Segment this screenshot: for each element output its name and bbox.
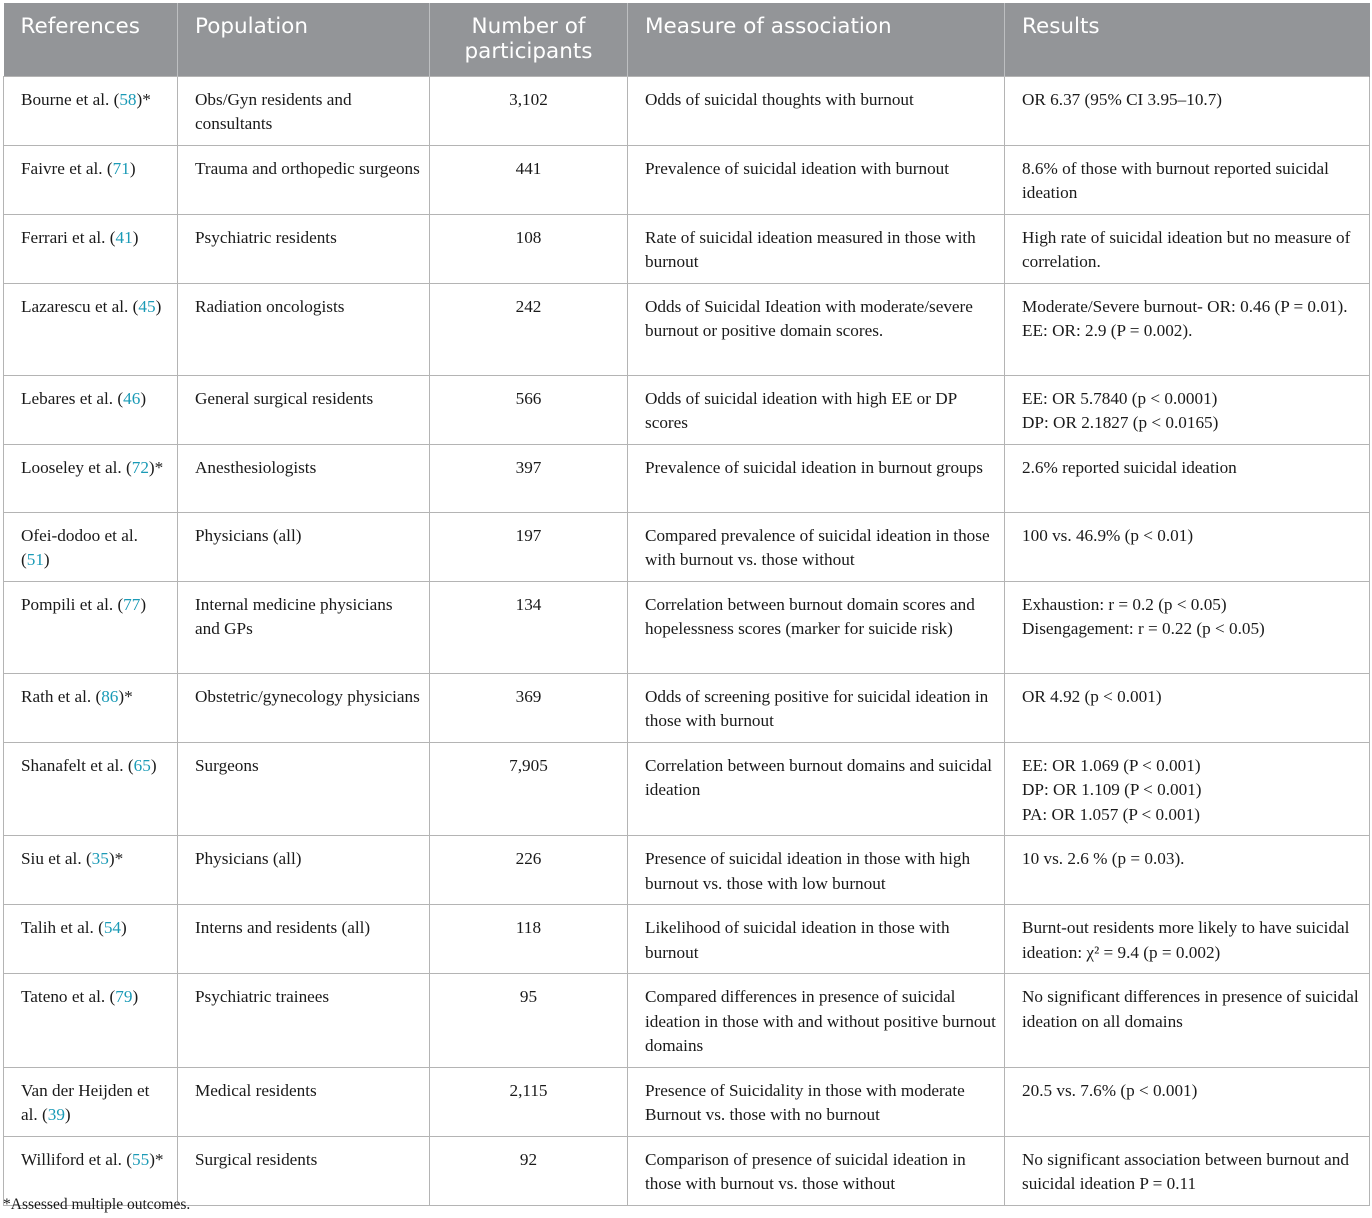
measure-text: Comparison of presence of suicidal ideation in those with burnout vs. those without [645, 1149, 966, 1193]
measure-text: Rate of suicidal ideation measured in those with burnout [645, 227, 976, 271]
result-line: PA: OR 1.057 (P < 0.001) [1022, 804, 1200, 824]
participants-count: 92 [519, 1149, 538, 1169]
result-line: EE: OR 5.7840 (p < 0.0001) [1022, 388, 1218, 408]
reference-cell: Faivre et al. (71) [4, 145, 178, 214]
population-text: Anesthesiologists [195, 457, 317, 477]
results-cell [1005, 214, 1370, 283]
participants-count: 397 [515, 457, 542, 477]
reference-name: Lazarescu et al. [21, 296, 129, 316]
reference-name: Pompili et al. [21, 594, 114, 614]
reference-name: Faivre et al. [21, 158, 103, 178]
population-text: Interns and residents (all) [195, 918, 371, 937]
table-row [4, 512, 1370, 581]
reference-cell: Bourne et al. (58)* [4, 76, 178, 145]
participants-count: 369 [515, 686, 542, 706]
result-line: No significant association between burnout and suicidal ideation P = 0.11 [1022, 1149, 1349, 1193]
reference-link[interactable]: 86 [101, 686, 119, 706]
population-cell [178, 283, 430, 375]
measure-text: Prevalence of suicidal ideation in burnout groups [645, 457, 983, 477]
header-row [4, 3, 1370, 76]
participants-cell [430, 673, 628, 742]
results-cell [1005, 76, 1370, 145]
reference-link[interactable]: 71 [112, 158, 130, 178]
reference-name: Williford et al. [21, 1149, 122, 1169]
reference-name: Bourne et al. [21, 89, 110, 109]
reference-link[interactable]: 77 [123, 594, 141, 614]
result-line: Disengagement: r = 0.22 (p < 0.05) [1022, 619, 1265, 638]
measure-cell [628, 512, 1005, 581]
reference-link[interactable]: 35 [91, 849, 109, 868]
participants-cell [430, 742, 628, 836]
population-text: Obs/Gyn residents and consultants [195, 89, 352, 133]
measure-cell [628, 444, 1005, 512]
measure-cell [628, 581, 1005, 673]
results-cell [1005, 283, 1370, 375]
participants-count: 108 [515, 227, 542, 247]
reference-link[interactable]: 79 [115, 987, 133, 1006]
result-line: No significant differences in presence of suicidal ideation on all domains [1022, 987, 1359, 1031]
reference-mark: * [154, 1149, 164, 1169]
reference-link[interactable]: 55 [132, 1149, 150, 1169]
reference-name: Ofei-dodoo et al. [21, 525, 138, 545]
population-cell [178, 974, 430, 1068]
table-row [4, 742, 1370, 836]
participants-count: 242 [515, 296, 542, 316]
population-cell [178, 742, 430, 836]
table-row [4, 145, 1370, 214]
results-cell [1005, 905, 1370, 974]
table-body [4, 76, 1370, 1205]
result-line: EE: OR 1.069 (P < 0.001) [1022, 755, 1201, 775]
measure-text: Correlation between burnout domains and suicidal ideation [645, 755, 993, 799]
measure-text: Odds of suicidal ideation with high EE or DP scores [645, 388, 957, 432]
participants-count: 118 [515, 918, 542, 937]
measure-cell [628, 76, 1005, 145]
measure-cell [628, 742, 1005, 836]
measure-text: Correlation between burnout domain scores and hopelessness scores (marker for suicide risk) [645, 594, 975, 638]
measure-text: Compared differences in presence of suicidal ideation in those with and without positive burnout domains [645, 987, 996, 1055]
reference-cell: Pompili et al. (77) [4, 581, 178, 673]
measure-text: Prevalence of suicidal ideation with burnout [645, 158, 950, 178]
reference-name: Looseley et al. [21, 457, 122, 477]
result-line: 8.6% of those with burnout reported suicidal ideation [1022, 158, 1329, 202]
header-participants: Number of participants [430, 3, 628, 76]
population-cell [178, 1136, 430, 1205]
participants-count: 197 [515, 525, 542, 545]
results-cell [1005, 581, 1370, 673]
population-text: Psychiatric residents [195, 227, 337, 247]
results-cell [1005, 1067, 1370, 1136]
participants-count: 566 [515, 388, 542, 408]
participants-cell [430, 214, 628, 283]
results-cell [1005, 444, 1370, 512]
result-line: DP: OR 2.1827 (p < 0.0165) [1022, 413, 1219, 432]
reference-link[interactable]: 39 [47, 1105, 65, 1124]
result-line: OR 6.37 (95% CI 3.95–10.7) [1022, 89, 1223, 109]
reference-cell: Williford et al. (55)* [4, 1136, 178, 1205]
table-row [4, 76, 1370, 145]
participants-cell [430, 283, 628, 375]
population-text: Radiation oncologists [195, 296, 345, 316]
reference-cell: Ferrari et al. (41) [4, 214, 178, 283]
population-text: Psychiatric trainees [195, 987, 330, 1006]
table-row [4, 1136, 1370, 1205]
participants-count: 2,115 [509, 1080, 548, 1100]
measure-cell [628, 1067, 1005, 1136]
reference-name: Lebares et al. [21, 388, 114, 408]
footnote: *Assessed multiple outcomes. [3, 1196, 191, 1213]
population-cell [178, 76, 430, 145]
population-cell [178, 375, 430, 444]
reference-link[interactable]: 46 [123, 388, 141, 408]
population-text: Trauma and orthopedic surgeons [195, 158, 420, 178]
results-cell [1005, 375, 1370, 444]
table-row [4, 444, 1370, 512]
measure-text: Likelihood of suicidal ideation in those with burnout [645, 918, 950, 962]
table-row [4, 283, 1370, 375]
measure-cell [628, 145, 1005, 214]
result-line: 20.5 vs. 7.6% (p < 0.001) [1022, 1080, 1198, 1100]
header-population: Population [178, 3, 430, 76]
reference-name: Rath et al. [21, 686, 92, 706]
population-cell [178, 145, 430, 214]
participants-count: 3,102 [509, 89, 548, 109]
reference-mark: * [114, 849, 124, 868]
participants-cell [430, 512, 628, 581]
result-line: 2.6% reported suicidal ideation [1022, 457, 1237, 477]
participants-count: 226 [515, 849, 542, 868]
reference-link[interactable]: 72 [131, 457, 149, 477]
reference-cell: Ofei-dodoo et al. (51) [4, 512, 178, 581]
result-line: 10 vs. 2.6 % (p = 0.03). [1022, 849, 1185, 868]
reference-cell: Van der Heijden et al. (39) [4, 1067, 178, 1136]
measure-cell [628, 375, 1005, 444]
reference-link[interactable]: 41 [115, 227, 133, 247]
table-row [4, 375, 1370, 444]
measure-text: Odds of suicidal thoughts with burnout [645, 89, 914, 109]
population-text: Surgical residents [195, 1149, 318, 1169]
header-results: Results [1005, 3, 1370, 76]
participants-cell [430, 974, 628, 1068]
reference-cell: Shanafelt et al. (65) [4, 742, 178, 836]
result-line: Exhaustion: r = 0.2 (p < 0.05) [1022, 594, 1227, 614]
participants-cell [430, 836, 628, 905]
results-cell [1005, 512, 1370, 581]
reference-cell: Lebares et al. (46) [4, 375, 178, 444]
results-cell [1005, 836, 1370, 905]
reference-mark: * [154, 457, 164, 477]
reference-mark: * [142, 89, 151, 109]
measure-cell [628, 673, 1005, 742]
result-line: Moderate/Severe burnout- OR: 0.46 (P = 0.01). [1022, 296, 1348, 316]
table-row [4, 974, 1370, 1068]
reference-link[interactable]: 65 [133, 755, 151, 775]
participants-cell [430, 375, 628, 444]
table-row [4, 673, 1370, 742]
population-cell [178, 673, 430, 742]
reference-cell: Lazarescu et al. (45) [4, 283, 178, 375]
reference-cell: Rath et al. (86)* [4, 673, 178, 742]
measure-cell [628, 214, 1005, 283]
participants-count: 441 [515, 158, 542, 178]
reference-name: Ferrari et al. [21, 227, 106, 247]
reference-cell: Siu et al. (35)* [4, 836, 178, 905]
table-row [4, 581, 1370, 673]
population-cell [178, 836, 430, 905]
results-cell [1005, 1136, 1370, 1205]
results-cell [1005, 673, 1370, 742]
reference-link[interactable]: 51 [26, 550, 44, 569]
population-text: Physicians (all) [195, 849, 302, 868]
participants-count: 134 [515, 594, 542, 614]
measure-cell [628, 905, 1005, 974]
participants-count: 95 [519, 987, 538, 1006]
measure-cell [628, 974, 1005, 1068]
population-cell [178, 214, 430, 283]
header-measure: Measure of association [628, 3, 1005, 76]
population-cell [178, 1067, 430, 1136]
result-line: DP: OR 1.109 (P < 0.001) [1022, 780, 1202, 799]
reference-link[interactable]: 58 [119, 89, 137, 109]
population-cell [178, 512, 430, 581]
measure-text: Presence of suicidal ideation in those with high burnout vs. those with low burnout [645, 849, 971, 893]
reference-cell: Talih et al. (54) [4, 905, 178, 974]
results-cell [1005, 974, 1370, 1068]
participants-cell [430, 145, 628, 214]
measure-text: Compared prevalence of suicidal ideation in those with burnout vs. those without [645, 525, 990, 569]
participants-count: 7,905 [509, 755, 548, 775]
results-cell [1005, 742, 1370, 836]
measure-text: Presence of Suicidality in those with moderate Burnout vs. those with no burnout [645, 1080, 965, 1124]
result-line: High rate of suicidal ideation but no measure of correlation. [1022, 227, 1351, 271]
participants-cell [430, 444, 628, 512]
population-cell [178, 581, 430, 673]
reference-name: Shanafelt et al. [21, 755, 124, 775]
reference-cell: Looseley et al. (72)* [4, 444, 178, 512]
measure-cell [628, 836, 1005, 905]
measure-text: Odds of Suicidal Ideation with moderate/severe burnout or positive domain scores. [645, 296, 973, 340]
result-line: EE: OR: 2.9 (P = 0.002). [1022, 321, 1193, 340]
table-row [4, 214, 1370, 283]
result-line: 100 vs. 46.9% (p < 0.01) [1022, 525, 1194, 545]
measure-text: Odds of screening positive for suicidal ideation in those with burnout [645, 686, 989, 730]
population-text: Obstetric/gynecology physicians [195, 686, 420, 706]
results-cell [1005, 145, 1370, 214]
reference-name: Siu et al. [21, 849, 82, 868]
population-text: Surgeons [195, 755, 259, 775]
measure-cell [628, 283, 1005, 375]
participants-cell [430, 581, 628, 673]
burnout-suicide-table [3, 3, 1370, 1206]
reference-name: Van der Heijden et al. [21, 1080, 150, 1124]
participants-cell [430, 1136, 628, 1205]
result-line: OR 4.92 (p < 0.001) [1022, 686, 1162, 706]
participants-cell [430, 905, 628, 974]
reference-cell: Tateno et al. (79) [4, 974, 178, 1068]
participants-cell [430, 76, 628, 145]
table-row [4, 836, 1370, 905]
reference-link[interactable]: 45 [138, 296, 156, 316]
reference-name: Tateno et al. [21, 987, 106, 1006]
population-cell [178, 905, 430, 974]
table-row [4, 905, 1370, 974]
participants-cell [430, 1067, 628, 1136]
population-text: Internal medicine physicians and GPs [195, 594, 393, 638]
result-line: Burnt-out residents more likely to have suicidal ideation: χ² = 9.4 (p = 0.002) [1022, 918, 1350, 962]
reference-mark: * [124, 686, 133, 706]
table-container [3, 3, 1369, 1206]
reference-name: Talih et al. [21, 918, 94, 937]
population-cell [178, 444, 430, 512]
population-text: Physicians (all) [195, 525, 302, 545]
header-references: References [4, 3, 178, 76]
table-row [4, 1067, 1370, 1136]
population-text: Medical residents [195, 1080, 317, 1100]
population-text: General surgical residents [195, 388, 374, 408]
measure-cell [628, 1136, 1005, 1205]
reference-link[interactable]: 54 [103, 918, 121, 937]
